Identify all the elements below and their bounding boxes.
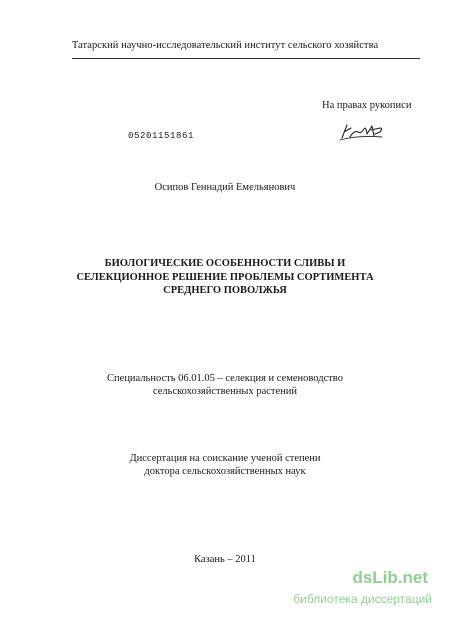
title-line: БИОЛОГИЧЕСКИЕ ОСОБЕННОСТИ СЛИВЫ И xyxy=(104,258,346,269)
registration-code: 05201151861 xyxy=(128,131,195,141)
specialty-block xyxy=(60,372,390,398)
institute-name: Татарский научно-исследовательский институт сельского хозяйства xyxy=(71,40,379,51)
watermark-caption: библиотека диссертаций xyxy=(293,592,432,606)
manuscript-rights-note: На правах рукописи xyxy=(322,100,412,111)
author-name: Осипов Геннадий Емельянович xyxy=(154,182,296,193)
degree-block xyxy=(60,452,390,478)
title-line: СЕЛЕКЦИОННОЕ РЕШЕНИЕ ПРОБЛЕМЫ СОРТИМЕНТА xyxy=(76,271,374,283)
dissertation-title xyxy=(60,257,390,298)
degree-line: Диссертация на соискание ученой степени xyxy=(129,453,321,464)
watermark-logo: dsLib.net xyxy=(352,568,428,587)
title-line: СРЕДНЕГО ПОВОЛЖЬЯ xyxy=(163,285,287,297)
degree-line: доктора сельскохозяйственных наук xyxy=(144,466,306,477)
handwritten-signature xyxy=(338,120,386,144)
place-year: Казань – 2011 xyxy=(194,554,256,565)
specialty-line: Специальность 06.01.05 – селекция и семеноводство xyxy=(107,373,343,384)
specialty-line: сельскохозяйственных растений xyxy=(152,386,298,397)
header-divider xyxy=(72,58,420,59)
